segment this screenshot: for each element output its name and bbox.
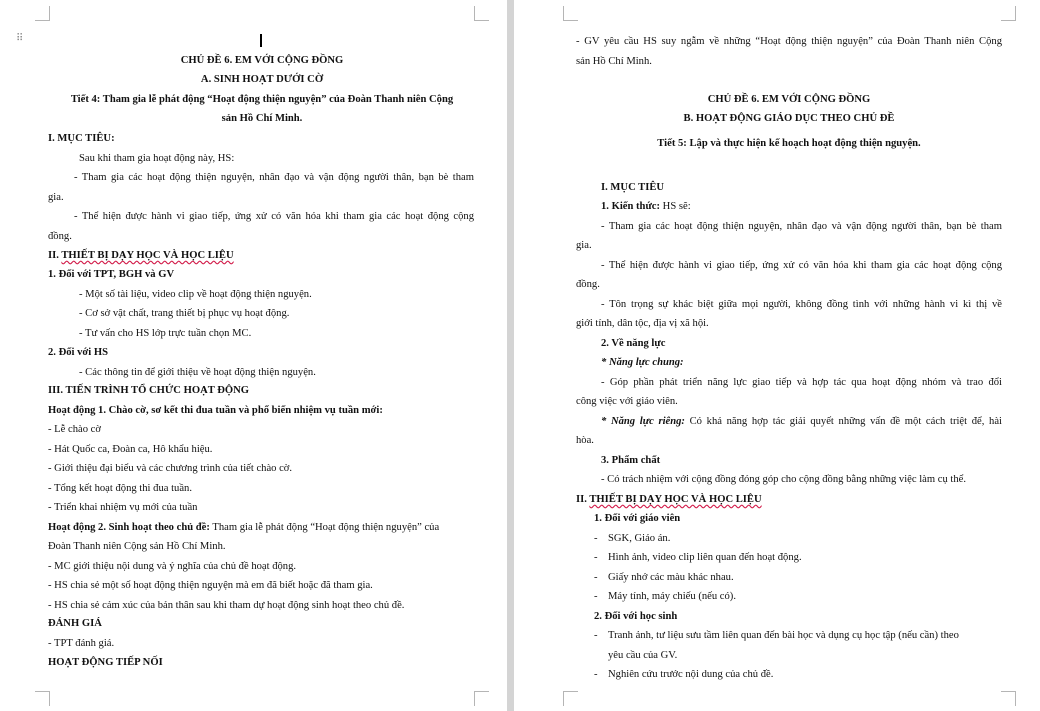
- activity-text: Tham gia lễ phát động “Hoạt động thiện nguyện” của: [209, 522, 440, 533]
- paragraph: hòa.: [576, 435, 594, 446]
- subheading: 3. Phẩm chất: [601, 455, 661, 466]
- list-item: - Tư vấn cho HS lớp trực tuần chọn MC.: [79, 328, 252, 339]
- paragraph: - Thể hiện được hành vi giao tiếp, ứng xử có văn hóa khi tham gia các hoạt động cộng: [74, 211, 474, 222]
- list-item: - Tổng kết hoạt động thi đua tuần.: [48, 483, 192, 494]
- bullet-marker: -: [594, 552, 598, 563]
- page-corner-mark: [35, 6, 50, 21]
- page-corner-mark: [474, 691, 489, 706]
- bullet-marker: -: [594, 630, 598, 641]
- knowledge-paragraph: [601, 200, 691, 214]
- heading-objectives: I. MỤC TIÊU:: [48, 133, 115, 144]
- special-skill-paragraph: [601, 415, 1002, 429]
- list-item: - Lễ chào cờ: [48, 424, 101, 435]
- paragraph: - Tôn trọng sự khác biệt giữa mọi người, không đồng tình với những hành vi kì thị về: [601, 299, 1002, 310]
- heading-objectives: I. MỤC TIÊU: [601, 182, 665, 193]
- special-skill-label: * Năng lực riêng:: [601, 416, 685, 427]
- list-item: - Giới thiệu đại biểu và các chương trình của tiết chào cờ.: [48, 463, 293, 474]
- paragraph: - Thể hiện được hành vi giao tiếp, ứng xử có văn hóa khi tham gia các hoạt động cộng: [601, 260, 1002, 271]
- page-corner-mark: [474, 6, 489, 21]
- page-corner-mark: [563, 6, 578, 21]
- list-item-cont: yêu cầu của GV.: [608, 650, 678, 661]
- heading-equipment: [576, 493, 762, 507]
- list-item: - HS chia sẻ cảm xúc của bản thân sau khi tham dự hoạt động sinh hoạt theo chủ đề.: [48, 600, 405, 611]
- paragraph: đồng.: [48, 231, 72, 242]
- lesson-title: Tiết 4: Tham gia lễ phát động “Hoạt động thiện nguyện” của Đoàn Thanh niên Cộng: [70, 94, 454, 105]
- section-title: B. HOẠT ĐỘNG GIÁO DỤC THEO CHỦ ĐỀ: [683, 113, 895, 124]
- page-gap: [507, 0, 514, 711]
- list-item: - MC giới thiệu nội dung và ý nghĩa của chủ đề hoạt động.: [48, 561, 297, 572]
- paragraph: gia.: [576, 240, 592, 251]
- page-title: CHỦ ĐỀ 6. EM VỚI CỘNG ĐỒNG: [707, 94, 871, 105]
- paragraph: - Tham gia các hoạt động thiện nguyện, nhân đạo và vận động người thân, bạn bè tham: [601, 221, 1002, 232]
- bullet-marker: -: [594, 669, 598, 680]
- document-page-left[interactable]: [0, 0, 507, 711]
- document-page-right[interactable]: [514, 0, 1040, 711]
- heading-text: THIẾT BỊ DẠY HỌC VÀ HỌC LIỆU: [589, 494, 762, 505]
- activity-paragraph: [48, 521, 439, 535]
- section-title: A. SINH HOẠT DƯỚI CỜ: [200, 74, 324, 85]
- lesson-title-cont: sản Hồ Chí Minh.: [221, 113, 303, 124]
- paragraph: - GV yêu cầu HS suy ngẫm về những “Hoạt động thiện nguyện” của Đoàn Thanh niên Cộng: [576, 36, 1002, 47]
- activity-heading: Hoạt động 2. Sinh hoạt theo chủ đề:: [48, 522, 210, 533]
- list-item: Giấy nhớ các màu khác nhau.: [608, 572, 734, 583]
- list-item: Nghiên cứu trước nội dung của chủ đề.: [608, 669, 774, 680]
- list-item: SGK, Giáo án.: [608, 533, 671, 544]
- list-item: Tranh ảnh, tư liệu sưu tầm liên quan đến bài học và dụng cụ học tập (nếu cần) theo: [608, 630, 959, 641]
- page-title: CHỦ ĐỀ 6. EM VỚI CỘNG ĐỒNG: [180, 55, 344, 66]
- knowledge-heading: 1. Kiến thức:: [601, 201, 661, 212]
- drag-handle-icon[interactable]: ⠿: [16, 33, 25, 44]
- list-item: - Triển khai nhiệm vụ mới của tuần: [48, 502, 198, 513]
- paragraph: - Có trách nhiệm với cộng đồng đóng góp cho cộng đồng bằng những việc làm cụ thể.: [601, 474, 966, 485]
- subheading: 2. Đối với học sinh: [594, 611, 678, 622]
- heading-prefix: II.: [576, 494, 590, 505]
- list-item: - Các thông tin để giới thiệu về hoạt động thiện nguyện.: [79, 367, 316, 378]
- subheading: 2. Về năng lực: [601, 338, 666, 349]
- list-item: Hình ảnh, video clip liên quan đến hoạt động.: [608, 552, 802, 563]
- page-corner-mark: [35, 691, 50, 706]
- paragraph: gia.: [48, 192, 64, 203]
- list-item: - Cơ sở vật chất, trang thiết bị phục vụ hoạt động.: [79, 308, 290, 319]
- page-corner-mark: [563, 691, 578, 706]
- list-item: Máy tính, máy chiếu (nếu có).: [608, 591, 736, 602]
- heading-evaluation: ĐÁNH GIÁ: [48, 618, 102, 629]
- paragraph: - Góp phần phát triển năng lực giao tiếp và hợp tác qua hoạt động nhóm và trao đổi: [601, 377, 1002, 388]
- page-corner-mark: [1001, 6, 1016, 21]
- list-item: - Một số tài liệu, video clip về hoạt động thiện nguyện.: [79, 289, 312, 300]
- activity-heading: Hoạt động 1. Chào cờ, sơ kết thi đua tuần và phổ biến nhiệm vụ tuần mới:: [48, 405, 383, 416]
- paragraph: sản Hồ Chí Minh.: [576, 56, 652, 67]
- bullet-marker: -: [594, 572, 598, 583]
- heading-prefix: II.: [48, 250, 62, 261]
- subheading: 1. Đối với TPT, BGH và GV: [48, 269, 175, 280]
- bullet-marker: -: [594, 591, 598, 602]
- subheading-italic: * Năng lực chung:: [601, 357, 684, 368]
- bullet-marker: -: [594, 533, 598, 544]
- subheading: 2. Đối với HS: [48, 347, 109, 358]
- paragraph: giới tính, dân tộc, địa vị xã hội.: [576, 318, 709, 329]
- text-cursor: [260, 34, 262, 47]
- subheading: 1. Đối với giáo viên: [594, 513, 681, 524]
- page-corner-mark: [1001, 691, 1016, 706]
- list-item: - Hát Quốc ca, Đoàn ca, Hô khẩu hiệu.: [48, 444, 213, 455]
- lesson-title: Tiết 5: Lập và thực hiện kế hoạch hoạt động thiện nguyện.: [657, 138, 921, 149]
- heading-equipment: [48, 249, 234, 263]
- paragraph: Đoàn Thanh niên Cộng sản Hồ Chí Minh.: [48, 541, 226, 552]
- paragraph: công việc với giáo viên.: [576, 396, 678, 407]
- knowledge-text: HS sẽ:: [660, 201, 691, 212]
- paragraph: Sau khi tham gia hoạt động này, HS:: [79, 153, 235, 164]
- list-item: - TPT đánh giá.: [48, 638, 115, 649]
- heading-process: III. TIẾN TRÌNH TỔ CHỨC HOẠT ĐỘNG: [48, 385, 250, 396]
- heading-next-activity: HOẠT ĐỘNG TIẾP NỐI: [48, 657, 163, 668]
- paragraph: - Tham gia các hoạt động thiện nguyện, nhân đạo và vận động người thân, bạn bè tham: [74, 172, 474, 183]
- paragraph: đồng.: [576, 279, 600, 290]
- list-item: - HS chia sẻ một số hoạt động thiện nguyện mà em đã biết hoặc đã tham gia.: [48, 580, 373, 591]
- heading-text: THIẾT BỊ DẠY HỌC VÀ HỌC LIỆU: [61, 250, 234, 261]
- special-skill-text: Có khả năng hợp tác giải quyết những vấn đề một cách triệt để, hài: [684, 416, 1003, 427]
